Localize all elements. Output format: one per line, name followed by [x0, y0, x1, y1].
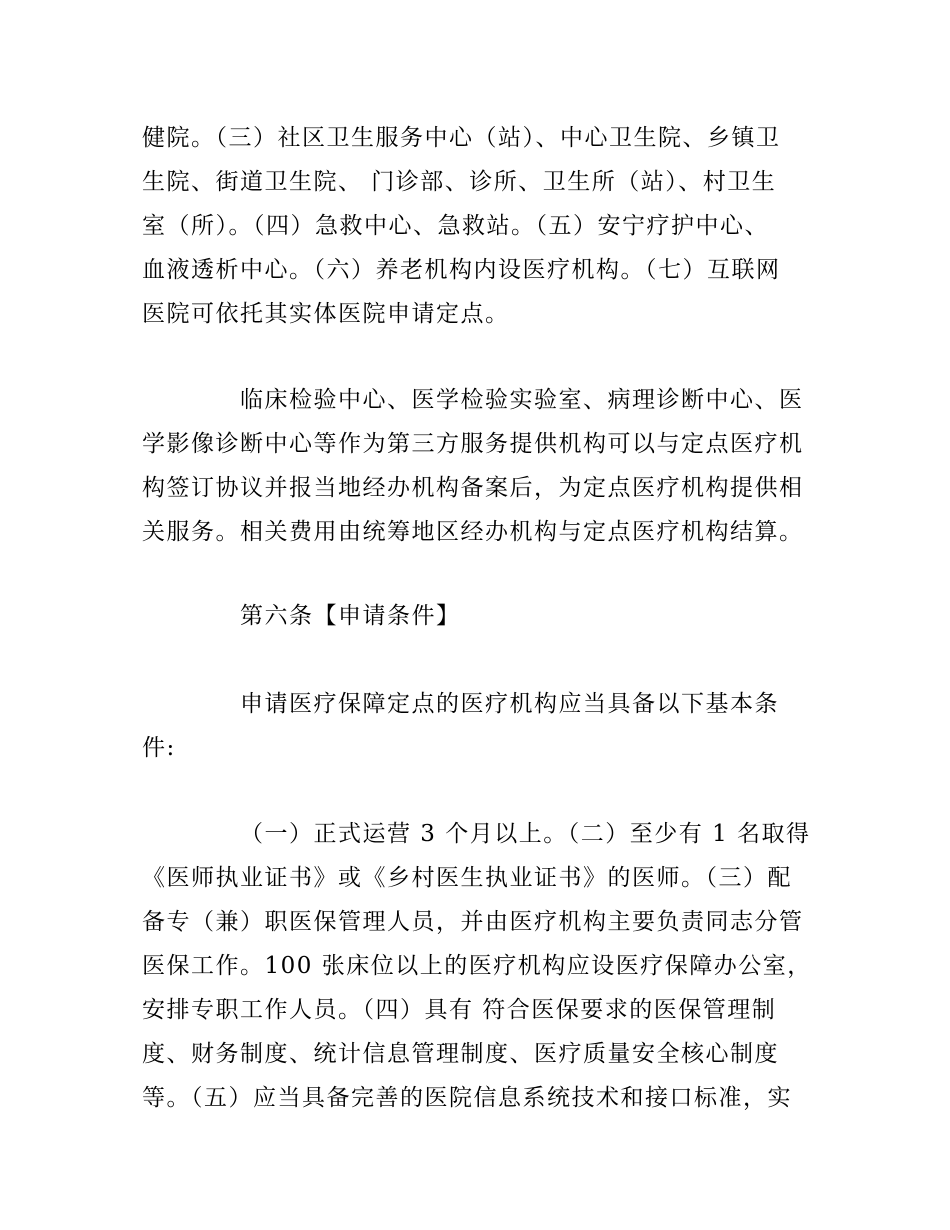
paragraph-1-line-2: 生院、街道卫生院、 门诊部、诊所、卫生所（站）、村卫生: [142, 169, 777, 195]
paragraph-5-line-6: 度、财务制度、统计信息管理制度、医疗质量安全核心制度: [142, 1041, 779, 1067]
paragraph-2-line-3: 构签订协议并报当地经办机构备案后，为定点医疗机构提供相: [142, 475, 804, 501]
paragraph-4-line-1: 申请医疗保障定点的医疗机构应当具备以下基本条: [240, 691, 779, 717]
paragraph-2-line-2: 学影像诊断中心等作为第三方服务提供机构可以与定点医疗机: [142, 431, 804, 457]
paragraph-2-line-1: 临床检验中心、医学检验实验室、病理诊断中心、医: [240, 387, 804, 413]
paragraph-1-line-3: 室（所）。（四）急救中心、急救站。（五）安宁疗护中心、: [142, 213, 769, 239]
article-heading: 第六条【申请条件】: [240, 603, 461, 629]
paragraph-5-line-1: （一）正式运营 3 个月以上。（二）至少有 1 名取得: [240, 821, 811, 847]
paragraph-2-line-4: 关服务。相关费用由统筹地区经办机构与定点医疗机构结算。: [142, 519, 804, 545]
paragraph-5-line-2: 《医师执业证书》或《乡村医生执业证书》的医师。（三）配: [142, 865, 792, 891]
paragraph-5-line-4: 医保工作。100 张床位以上的医疗机构应设医疗保障办公室，: [142, 953, 812, 979]
paragraph-1-line-5: 医院可依托其实体医院申请定点。: [142, 301, 510, 327]
paragraph-5-line-3: 备专（兼）职医保管理人员，并由医疗机构主要负责同志分管: [142, 909, 804, 935]
paragraph-4-line-2: 件:: [142, 735, 176, 761]
paragraph-5-line-7: 等。（五）应当具备完善的医院信息系统技术和接口标准，实: [142, 1085, 792, 1111]
paragraph-1-line-1: 健院。（三）社区卫生服务中心（站）、中心卫生院、乡镇卫: [142, 125, 781, 151]
paragraph-1-line-4: 血液透析中心。（六）养老机构内设医疗机构。（七）互联网: [142, 257, 781, 283]
paragraph-5-line-5: 安排专职工作人员。（四）具有 符合医保要求的医保管理制: [142, 997, 777, 1023]
